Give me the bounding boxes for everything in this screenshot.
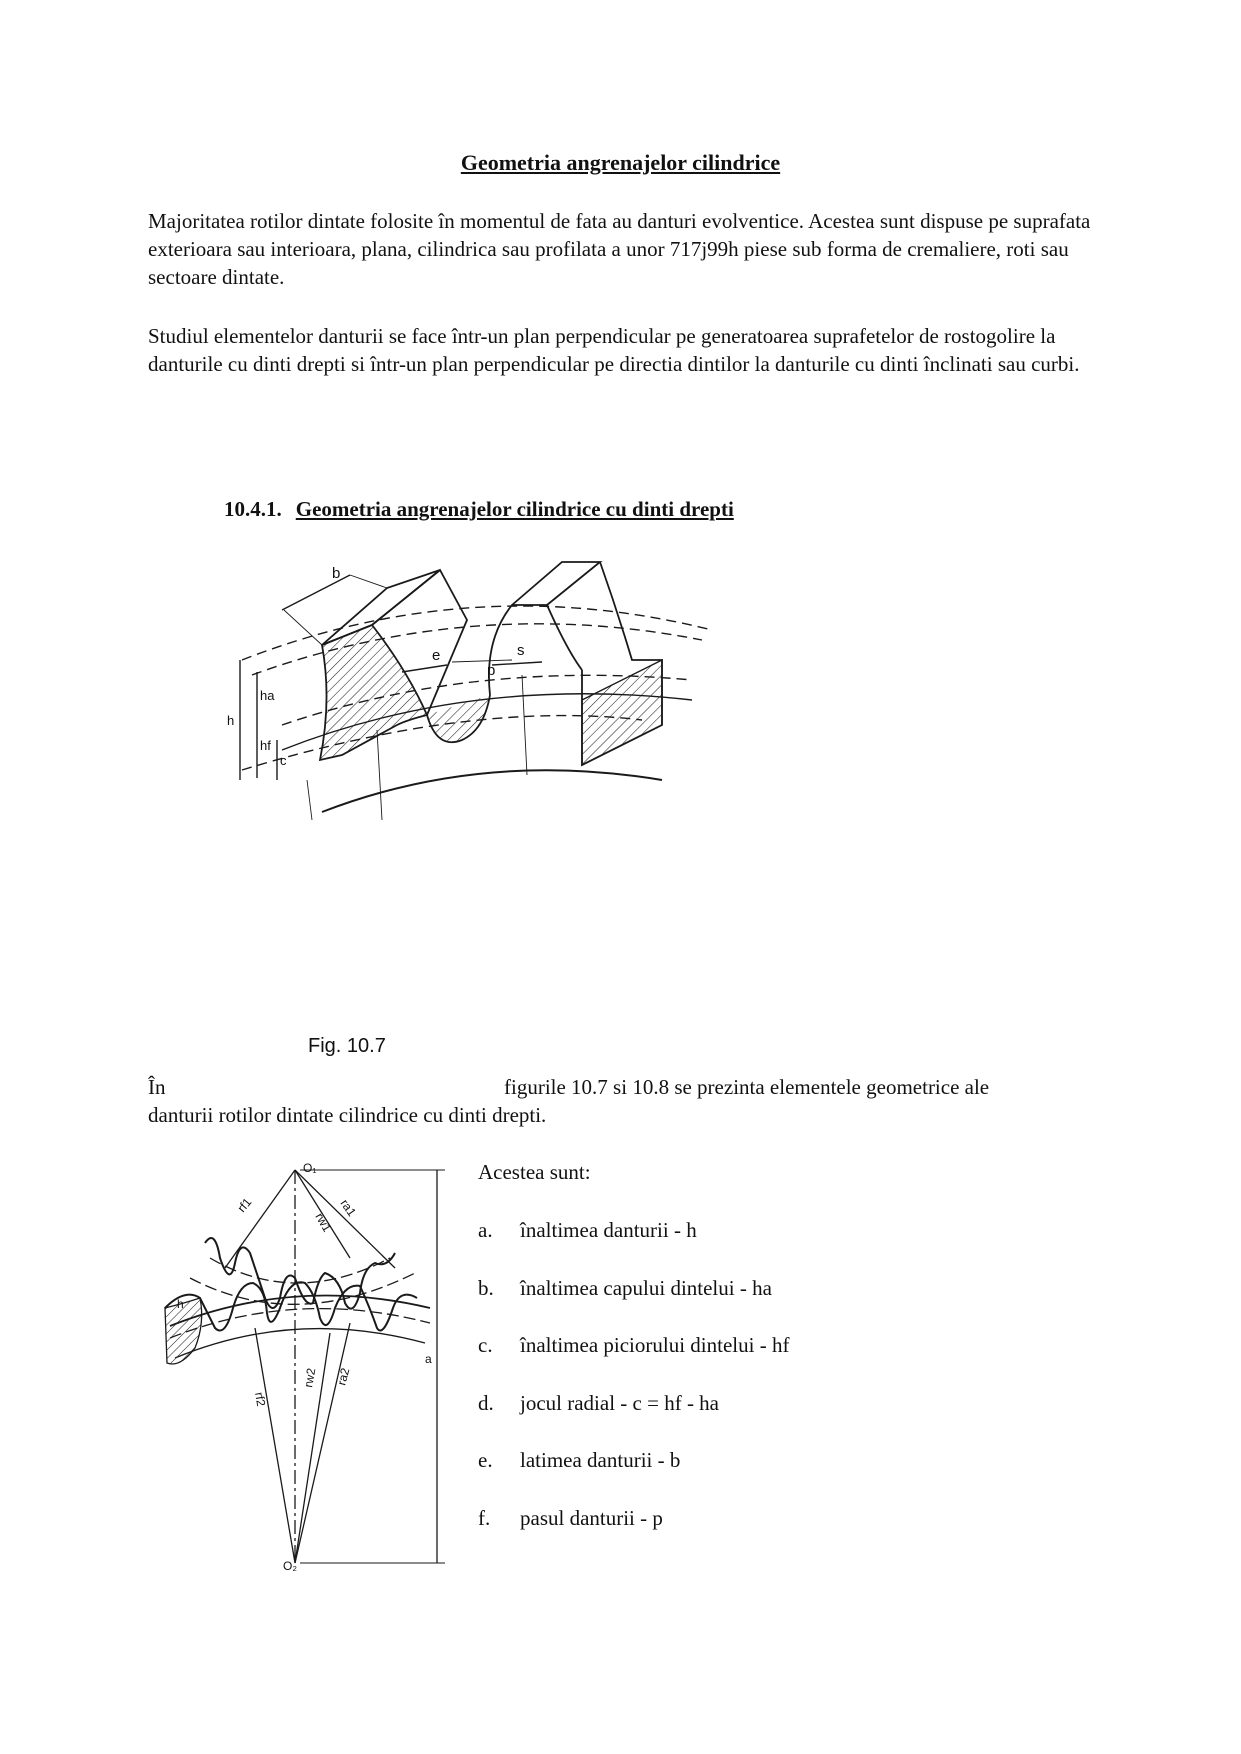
label-o2: O₂ <box>283 1559 297 1573</box>
section-number: 10.4.1. <box>224 497 282 521</box>
list-item-text: latimea danturii - b <box>520 1448 681 1472</box>
label-a: a <box>425 1352 432 1366</box>
section-title: Geometria angrenajelor cilindrice cu dinti drepti <box>295 497 734 521</box>
list-item <box>478 1218 789 1276</box>
list-item <box>478 1333 789 1391</box>
label-rw2: rw2 <box>301 1367 319 1389</box>
list-item-text: pasul danturii - p <box>520 1505 663 1530</box>
label-p: p <box>487 662 496 679</box>
label-b: b <box>332 565 341 582</box>
list-item-text: înaltimea piciorului dintelui - hf <box>520 1333 790 1357</box>
label-rf1: rf1 <box>234 1195 255 1215</box>
list-item-text: înaltimea capului dintelui - ha <box>520 1275 772 1300</box>
label-hf: hf <box>260 738 271 753</box>
study-paragraph: Studiul elementelor danturii se face într-un plan perpendicular pe generatoarea suprafetelor de rostogolire la danturile cu dinti drepti si într-un plan perpendicular pe directia dintilor la danturile cu dinti înclinati sau curbi. <box>148 324 1080 376</box>
intro-paragraph: Majoritatea rotilor dintate folosite în momentul de fata au danturi evolventice. Acestea sunt dispuse pe suprafata exterioara sau interioara, plana, cilindrica sau profilata a unor 717j99h piese sub forma de cremaliere, roti sau sectoare dintate. <box>148 209 1091 289</box>
label-rw1: rw1 <box>312 1210 335 1235</box>
list-marker: a. <box>478 1218 493 1242</box>
list-item-text: înaltimea danturii - h <box>520 1218 697 1242</box>
list-item <box>478 1391 789 1449</box>
page-title: Geometria angrenajelor cilindrice <box>460 150 781 175</box>
list-item <box>478 1276 789 1334</box>
label-h: h <box>227 713 235 728</box>
list-marker: d. <box>478 1390 494 1415</box>
list-marker: f. <box>478 1505 491 1530</box>
list-item <box>478 1448 789 1506</box>
elements-list <box>478 1218 789 1563</box>
label-h2: h <box>177 1297 184 1311</box>
list-intro: Acestea sunt: <box>478 1160 591 1184</box>
paragraph3-first-word: În <box>148 1075 166 1099</box>
meshing-gears-figure <box>155 1158 455 1578</box>
list-item-text: jocul radial - c = hf - ha <box>520 1390 720 1415</box>
gear-teeth-figure <box>222 550 722 830</box>
figure-caption: Fig. 10.7 <box>308 1035 386 1057</box>
label-s: s <box>517 642 525 659</box>
label-ra1: ra1 <box>337 1196 359 1219</box>
label-ha: ha <box>260 688 275 703</box>
list-marker: b. <box>478 1275 494 1300</box>
list-item <box>478 1506 789 1564</box>
label-c: c <box>280 753 287 768</box>
list-marker: c. <box>478 1333 493 1357</box>
label-ra2: ra2 <box>334 1366 353 1387</box>
label-o1: O₁ <box>303 1161 317 1175</box>
label-e: e <box>432 647 441 664</box>
label-rf2: rf2 <box>252 1391 269 1408</box>
paragraph3-line2: danturii rotilor dintate cilindrice cu dinti drepti. <box>148 1103 547 1127</box>
section-heading <box>224 497 734 522</box>
list-marker: e. <box>478 1448 493 1472</box>
paragraph3-rest: figurile 10.7 si 10.8 se prezinta elementele geometrice ale <box>504 1075 990 1099</box>
